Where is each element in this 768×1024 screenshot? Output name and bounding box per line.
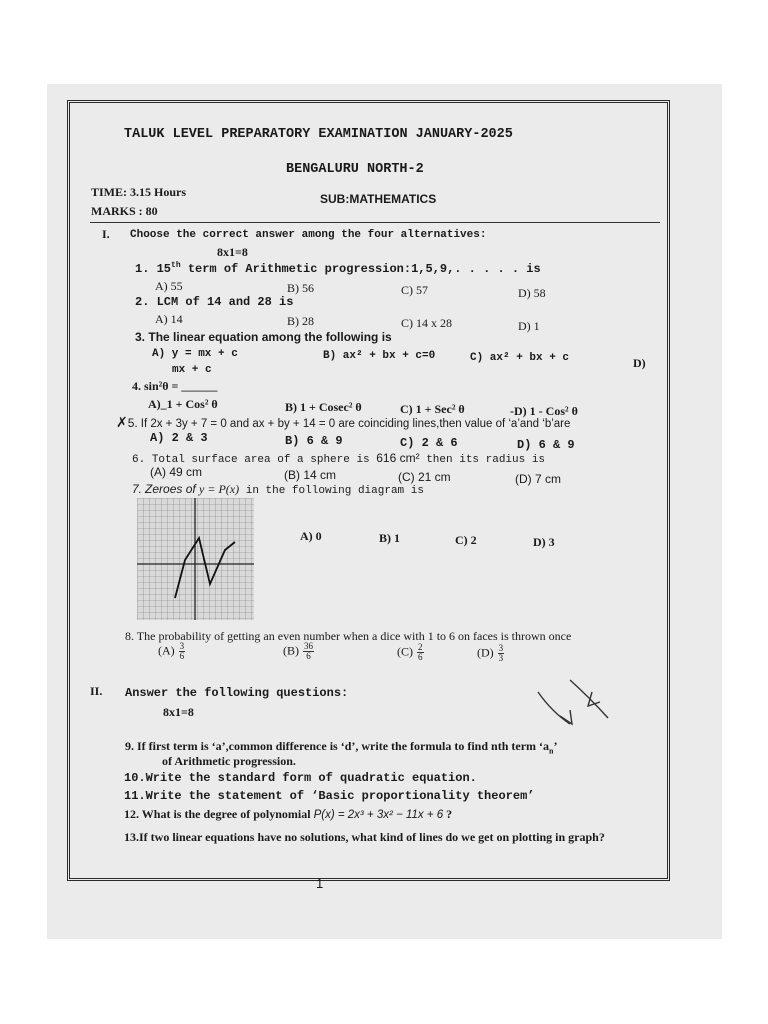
polynomial-graph	[137, 498, 254, 620]
q8-option-d: (D) $\frac{3}{3}$	[477, 643, 504, 663]
q6-option-b: (B) 14 cm	[284, 468, 337, 482]
handwritten-pen-marks	[530, 672, 615, 732]
q7-option-c: C) 2	[455, 533, 477, 547]
question-5: ✗5. If 2x + 3y + 7 = 0 and ax + by + 14 = 0 are coinciding lines,then value of ‘a’and ‘b’are	[116, 416, 571, 431]
q3-option-c: C) ax² + bx + c	[470, 352, 570, 364]
q6-option-a: (A) 49 cm	[150, 465, 203, 479]
q6-option-c: (C) 21 cm	[398, 470, 451, 484]
q4-option-c: C) 1 + Sec² θ	[400, 402, 465, 416]
question-11: 11.Write the statement of ‘Basic proportionality theorem’	[124, 789, 535, 803]
district-name: BENGALURU NORTH-2	[286, 162, 424, 177]
q4-option-d: -D) 1 - Cos² θ	[510, 404, 578, 418]
q3-option-d: D)	[633, 356, 646, 370]
section-1-instruction: Choose the correct answer among the four alternatives:	[130, 229, 487, 241]
q3-option-d-continued: mx + c	[172, 364, 212, 376]
subject: SUB:MATHEMATICS	[320, 192, 437, 206]
q3-option-a: A) y = mx + c	[152, 348, 238, 360]
q5-option-b: B) 6 & 9	[285, 434, 343, 448]
question-12: 12. What is the degree of polynomial P(x) = 2x³ + 3x² − 11x + 6 ?	[124, 807, 453, 821]
q8-option-b: (B) $\frac{36}{6}$	[283, 641, 313, 661]
q3-option-b: B) ax² + bx + c=0	[323, 350, 436, 362]
exam-time: TIME: 3.15 Hours	[91, 185, 187, 199]
q2-option-a: A) 14	[155, 312, 183, 326]
q5-option-d: D) 6 & 9	[517, 438, 575, 452]
q1-option-b: B) 56	[287, 281, 314, 295]
q7-option-b: B) 1	[379, 531, 400, 545]
q1-option-c: C) 57	[401, 283, 428, 297]
q4-option-b: B) 1 + Cosec² θ	[285, 400, 362, 414]
q8-option-c: (C) $\frac{2}{6}$	[397, 642, 423, 662]
question-9-continued: of Arithmetic progression.	[162, 754, 296, 768]
q8-option-a: (A) $\frac{3}{6}$	[158, 641, 185, 661]
handwritten-cross-mark: ✗	[116, 416, 128, 431]
q7-option-a: A) 0	[300, 529, 322, 543]
question-3: 3. The linear equation among the following is	[135, 330, 392, 344]
header-divider	[90, 222, 660, 223]
section-2-instruction: Answer the following questions:	[125, 686, 349, 700]
question-10: 10.Write the standard form of quadratic equation.	[124, 771, 477, 785]
question-8: 8. The probability of getting an even number when a dice with 1 to 6 on faces is thrown once	[125, 629, 572, 643]
q5-option-a: A) 2 & 3	[150, 431, 208, 445]
question-4: 4. sin²θ = ______	[132, 379, 218, 393]
q2-option-c: C) 14 x 28	[401, 316, 452, 330]
q7-option-d: D) 3	[533, 535, 555, 549]
question-2: 2. LCM of 14 and 28 is	[135, 295, 294, 309]
exam-title: TALUK LEVEL PREPARATORY EXAMINATION JANUARY-2025	[124, 127, 513, 142]
question-13: 13.If two linear equations have no solutions, what kind of lines do we get on plotting in graph?	[124, 830, 605, 844]
section-1-number: I.	[102, 227, 110, 241]
q2-option-b: B) 28	[287, 314, 314, 328]
section-1-marks: 8x1=8	[217, 245, 248, 259]
q4-option-a: A)_1 + Cos² θ	[148, 397, 218, 411]
q5-option-c: C) 2 & 6	[400, 436, 458, 450]
question-9: 9. If first term is ‘a’,common difference is ‘d’, write the formula to find nth term ‘$a_n$’	[125, 739, 558, 756]
max-marks: MARKS : 80	[91, 204, 158, 218]
q6-option-d: (D) 7 cm	[515, 472, 561, 486]
section-2-number: II.	[90, 684, 103, 698]
page-number: 1	[316, 876, 324, 891]
question-6: 6. Total surface area of a sphere is 616 cm² then its radius is	[132, 451, 546, 466]
question-1: 1. 15th term of Arithmetic progression:1,5,9,. . . . . is	[135, 261, 541, 276]
question-7: 7. Zeroes of y = P(x) in the following diagram is	[132, 482, 424, 497]
q1-option-a: A) 55	[155, 279, 183, 293]
section-2-marks: 8x1=8	[163, 705, 194, 719]
q1-option-d: D) 58	[518, 286, 546, 300]
q2-option-d: D) 1	[518, 319, 540, 333]
